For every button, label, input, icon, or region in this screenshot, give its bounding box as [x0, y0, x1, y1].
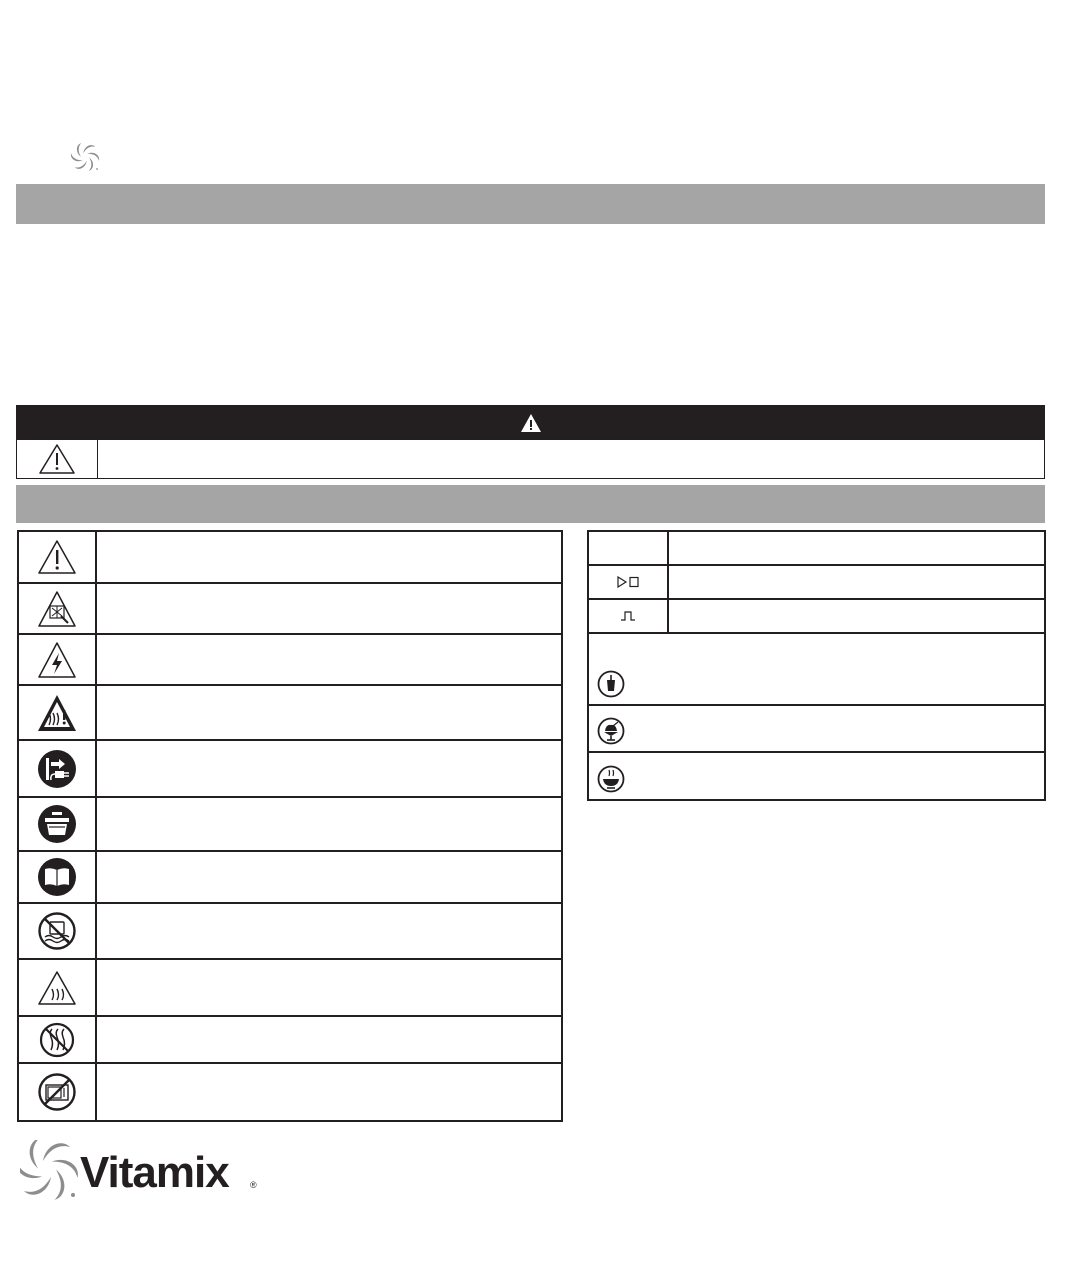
table-row — [19, 798, 561, 852]
vitamix-swirl-small-icon — [70, 142, 100, 172]
warning-row-icon-cell — [17, 440, 98, 478]
control-symbols-table — [587, 530, 1046, 801]
hot-surface-icon — [37, 970, 77, 1006]
table-row — [589, 706, 1044, 753]
symbol-cell — [19, 635, 97, 684]
table-row — [19, 686, 561, 741]
control-symbol-cell — [589, 532, 669, 564]
caution-triangle-icon — [37, 539, 77, 575]
symbol-cell — [19, 1017, 97, 1062]
hot-soup-icon — [597, 765, 625, 793]
caution-triangle-icon — [38, 443, 76, 475]
vitamix-logo — [20, 1140, 260, 1200]
smoothie-icon — [597, 670, 625, 698]
blade-hazard-icon — [37, 590, 77, 628]
vitamix-swirl-icon — [20, 1140, 81, 1200]
table-row — [589, 532, 1044, 566]
section-header-bar — [16, 184, 1045, 224]
electrical-hazard-icon — [37, 641, 77, 679]
table-row — [589, 566, 1044, 600]
warning-header — [16, 405, 1045, 440]
symbol-cell — [19, 852, 97, 902]
symbol-cell — [19, 532, 97, 582]
symbol-cell — [19, 741, 97, 796]
control-description — [669, 566, 1044, 598]
safety-symbols-table — [17, 530, 563, 1122]
table-row — [589, 600, 1044, 634]
symbol-cell — [19, 584, 97, 633]
pulse-icon — [620, 610, 636, 622]
unplug-icon — [37, 749, 77, 789]
control-description — [669, 532, 1044, 564]
symbol-description — [97, 635, 561, 684]
control-symbol-cell — [589, 600, 669, 632]
no-microwave-icon — [37, 1072, 77, 1112]
warning-row — [16, 440, 1045, 479]
symbol-description — [97, 1064, 561, 1120]
symbol-description — [97, 852, 561, 902]
symbol-description — [97, 1017, 561, 1062]
symbol-description — [97, 798, 561, 850]
table-row — [19, 904, 561, 960]
symbol-description — [97, 584, 561, 633]
symbol-description — [97, 904, 561, 958]
lid-secured-icon — [37, 804, 77, 844]
symbol-cell — [19, 798, 97, 850]
table-row — [19, 584, 561, 635]
symbol-cell — [19, 1064, 97, 1120]
control-description — [669, 600, 1044, 632]
table-row — [19, 741, 561, 798]
symbol-description — [97, 686, 561, 739]
table-row — [589, 634, 1044, 706]
symbol-description — [97, 960, 561, 1015]
table-row — [19, 852, 561, 904]
table-row — [19, 960, 561, 1017]
table-row — [19, 1017, 561, 1064]
symbol-cell — [19, 960, 97, 1015]
hot-liquid-hazard-icon — [36, 693, 78, 733]
no-immersion-icon — [37, 911, 77, 951]
table-row — [19, 532, 561, 584]
table-row — [19, 635, 561, 686]
symbol-cell — [19, 904, 97, 958]
registered-mark: ® — [250, 1180, 257, 1190]
warning-triangle-icon — [520, 413, 542, 433]
table-row — [19, 1064, 561, 1120]
warning-row-text — [98, 440, 1044, 478]
symbol-description — [97, 532, 561, 582]
frozen-dessert-icon — [597, 717, 625, 745]
no-hot-liquid-icon — [39, 1022, 75, 1058]
start-stop-icon — [616, 576, 640, 588]
symbol-description — [97, 741, 561, 796]
brand-wordmark: Vitamix — [80, 1148, 229, 1197]
section-header-bar — [16, 485, 1045, 523]
symbol-cell — [19, 686, 97, 739]
control-symbol-cell — [589, 566, 669, 598]
read-manual-icon — [37, 857, 77, 897]
table-row — [589, 753, 1044, 799]
